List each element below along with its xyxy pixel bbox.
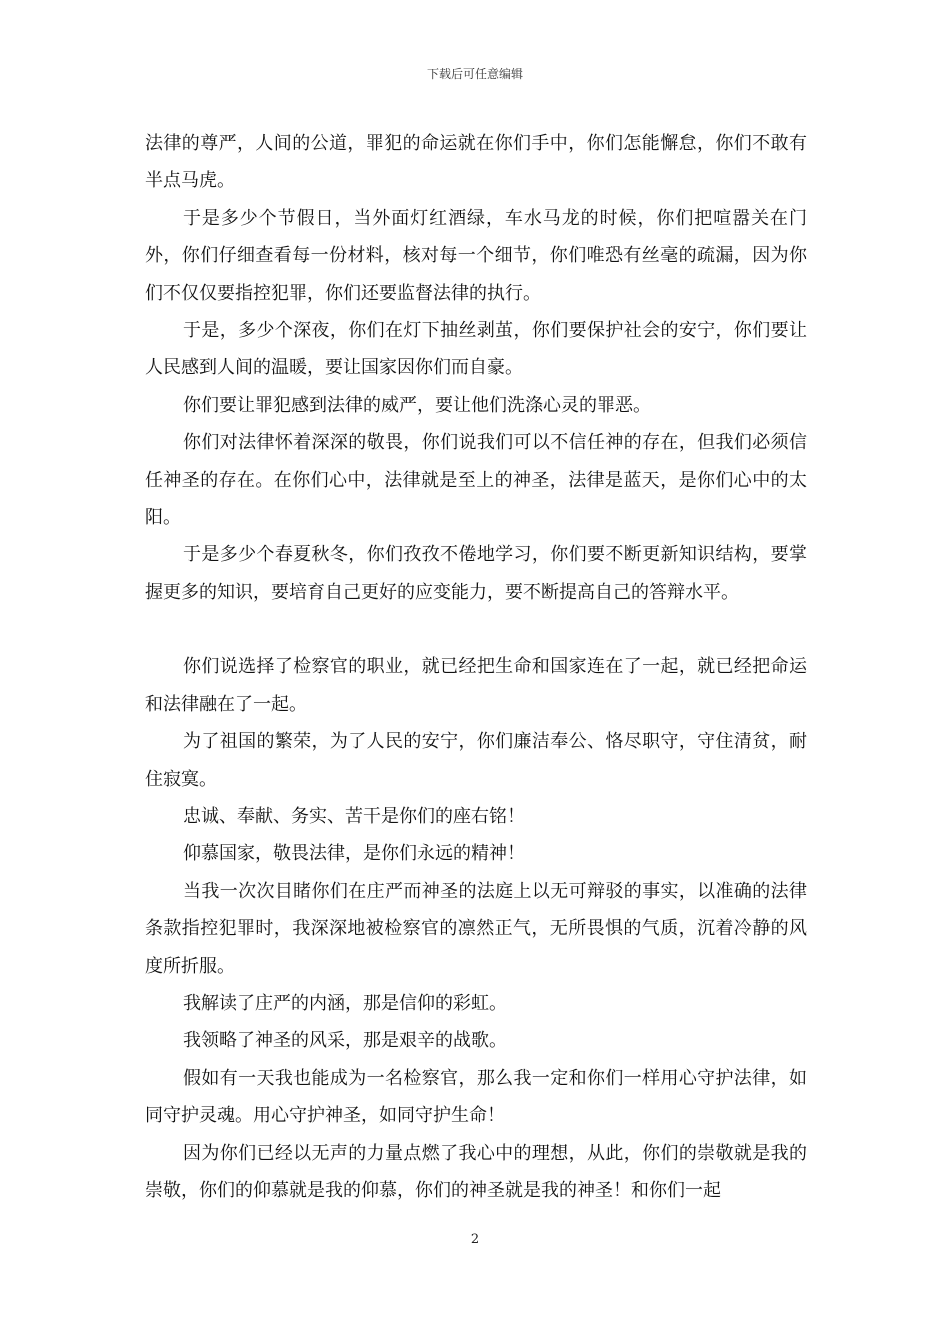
page-header: 下载后可任意编辑 (426, 67, 523, 81)
paragraph: 我领略了神圣的风采，那是艰辛的战歌。 (183, 1030, 507, 1052)
page-number: 2 (470, 1232, 480, 1247)
paragraph: 法律的尊严，人间的公道，罪犯的命运就在你们手中，你们怎能懈怠，你们不敢有半点马虎。 (145, 133, 807, 192)
paragraph: 于是，多少个深夜，你们在灯下抽丝剥茧，你们要保护社会的安宁，你们要让人民感到人间的温暖，要让国家因你们而自豪。 (145, 320, 807, 379)
paragraph: 你们要让罪犯感到法律的威严，要让他们洗涤心灵的罪恶。 (183, 394, 651, 416)
paragraph: 我解读了庄严的内涵，那是信仰的彩虹。 (183, 992, 507, 1014)
paragraph: 于是多少个春夏秋冬，你们孜孜不倦地学习，你们要不断更新知识结构，要掌握更多的知识，要培育自己更好的应变能力，要不断提高自己的答辩水平。 (145, 544, 807, 603)
paragraph: 于是多少个节假日，当外面灯红酒绿，车水马龙的时候，你们把喧嚣关在门外，你们仔细查看每一份材料，核对每一个细节，你们唯恐有丝毫的疏漏，因为你们不仅仅要指控犯罪，你们还要监督法律的执行。 (145, 207, 807, 304)
paragraph: 你们说选择了检察官的职业，就已经把生命和国家连在了一起，就已经把命运和法律融在了一起。 (145, 656, 807, 715)
paragraph: 假如有一天我也能成为一名检察官，那么我一定和你们一样用心守护法律，如同守护灵魂。用心守护神圣，如同守护生命！ (145, 1067, 807, 1127)
paragraph: 仰慕国家，敬畏法律，是你们永远的精神！ (183, 843, 525, 865)
blank-line (145, 611, 807, 648)
paragraph: 当我一次次目睹你们在庄严而神圣的法庭上以无可辩驳的事实，以准确的法律条款指控犯罪时，我深深地被检察官的凛然正气，无所畏惧的气质，沉着冷静的风度所折服。 (145, 880, 807, 977)
paragraph: 因为你们已经以无声的力量点燃了我心中的理想，从此，你们的崇敬就是我的崇敬，你们的仰慕就是我的仰慕，你们的神圣就是我的神圣！和你们一起 (145, 1142, 807, 1201)
paragraph: 忠诚、奉献、务实、苦干是你们的座右铭！ (183, 805, 525, 827)
document-body (145, 125, 807, 1209)
paragraph: 为了祖国的繁荣，为了人民的安宁，你们廉洁奉公、恪尽职守，守住清贫，耐住寂寞。 (145, 731, 807, 790)
paragraph: 你们对法律怀着深深的敬畏，你们说我们可以不信任神的存在，但我们必须信任神圣的存在。在你们心中，法律就是至上的神圣，法律是蓝天，是你们心中的太阳。 (145, 432, 807, 529)
